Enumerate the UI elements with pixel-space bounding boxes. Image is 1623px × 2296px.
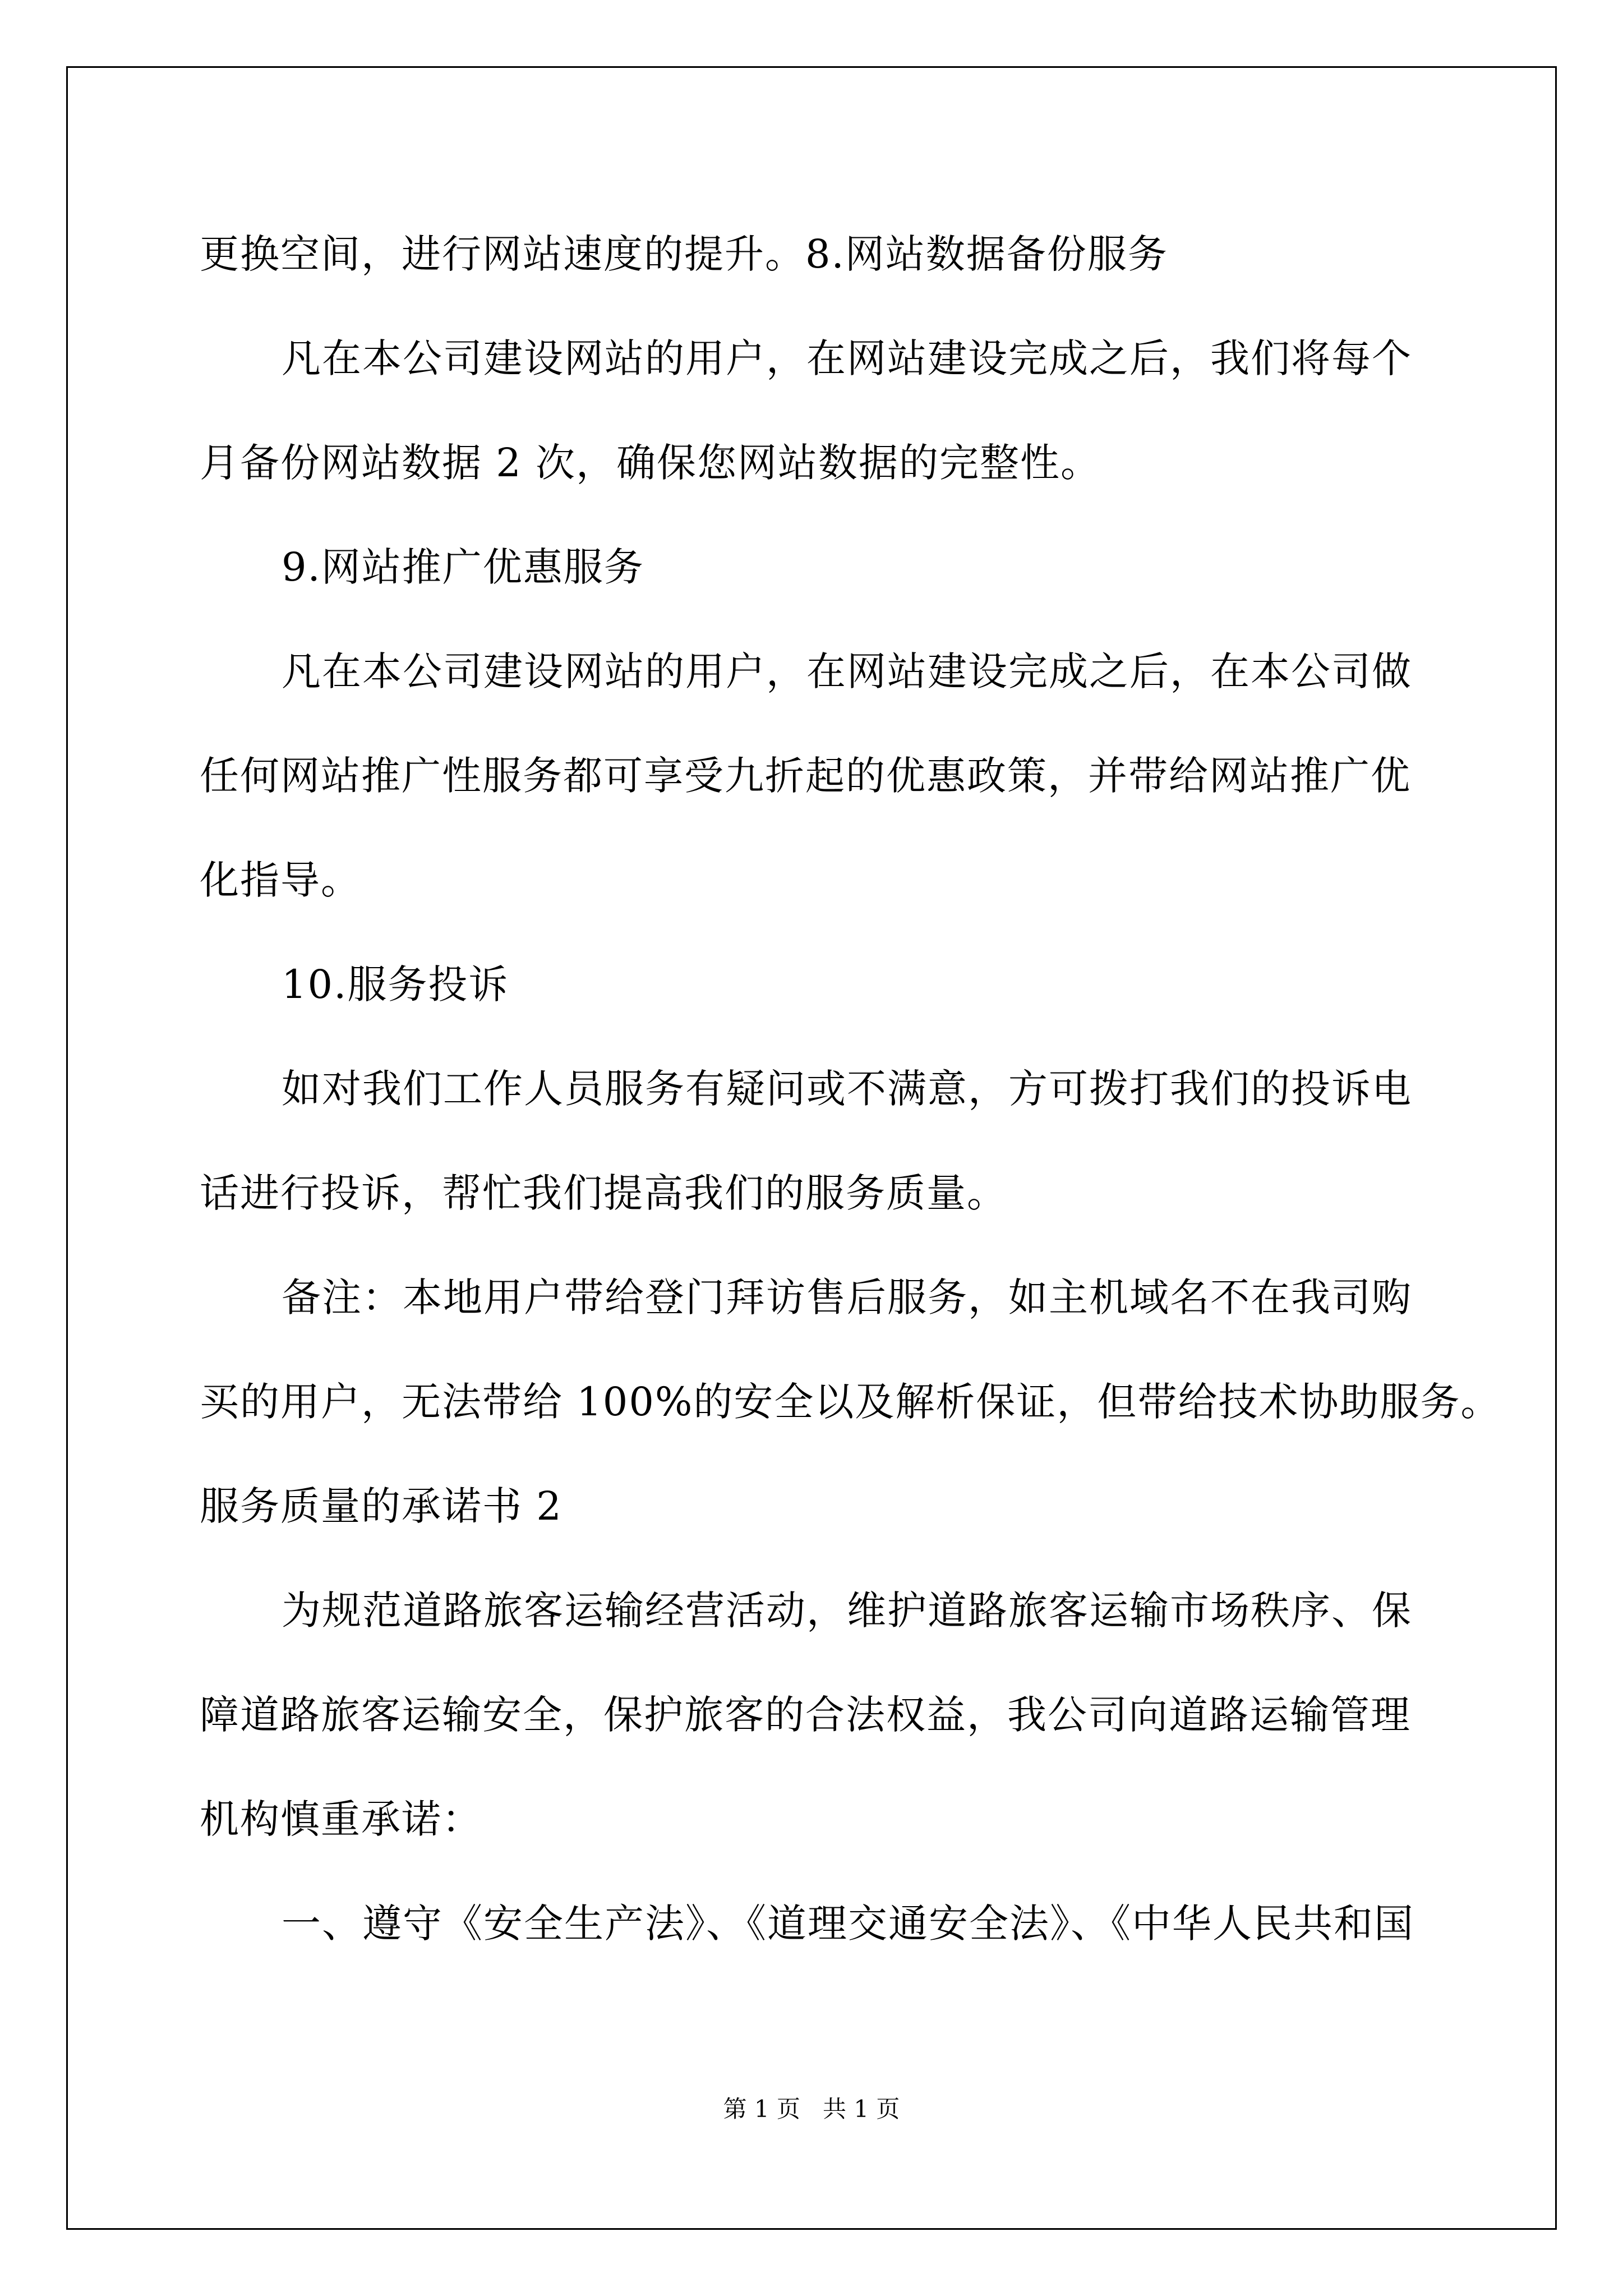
text-line: 更换空间，进行网站速度的提升。8.网站数据备份服务 [200,231,1168,277]
text-line: 一、遵守《安全生产法》、《道理交通安全法》、《中华人民共和国 [282,1901,1414,1947]
text-line: 买的用户，无法带给 100%的安全以及解析保证，但带给技术协助服务。 [200,1379,1501,1425]
page-footer [0,2092,1623,2126]
text-line: 凡在本公司建设网站的用户，在网站建设完成之后，在本公司做 [282,648,1412,694]
text-line: 如对我们工作人员服务有疑问或不满意，方可拨打我们的投诉电 [282,1066,1412,1112]
text-line: 障道路旅客运输安全，保护旅客的合法权益，我公司向道路运输管理 [200,1692,1411,1738]
text-line: 任何网站推广性服务都可享受九折起的优惠政策，并带给网站推广优 [200,753,1411,799]
page-number: 第 1 页 [723,2095,800,2123]
text-line: 话进行投诉，帮忙我们提高我们的服务质量。 [200,1170,1007,1216]
section-heading: 10.服务投诉 [282,961,509,1007]
section-heading: 9.网站推广优惠服务 [282,544,644,590]
document-body [200,202,1501,1976]
document-title: 服务质量的承诺书 2 [200,1483,562,1529]
text-line: 月备份网站数据 2 次，确保您网站数据的完整性。 [200,440,1101,486]
text-line: 机构慎重承诺： [200,1796,482,1842]
text-line: 备注：本地用户带给登门拜访售后服务，如主机域名不在我司购 [282,1274,1412,1320]
text-line: 化指导。 [200,857,361,903]
text-line: 为规范道路旅客运输经营活动，维护道路旅客运输市场秩序、保 [282,1588,1412,1634]
text-line: 凡在本公司建设网站的用户，在网站建设完成之后，我们将每个 [282,335,1412,381]
page-total: 共 1 页 [823,2095,900,2123]
